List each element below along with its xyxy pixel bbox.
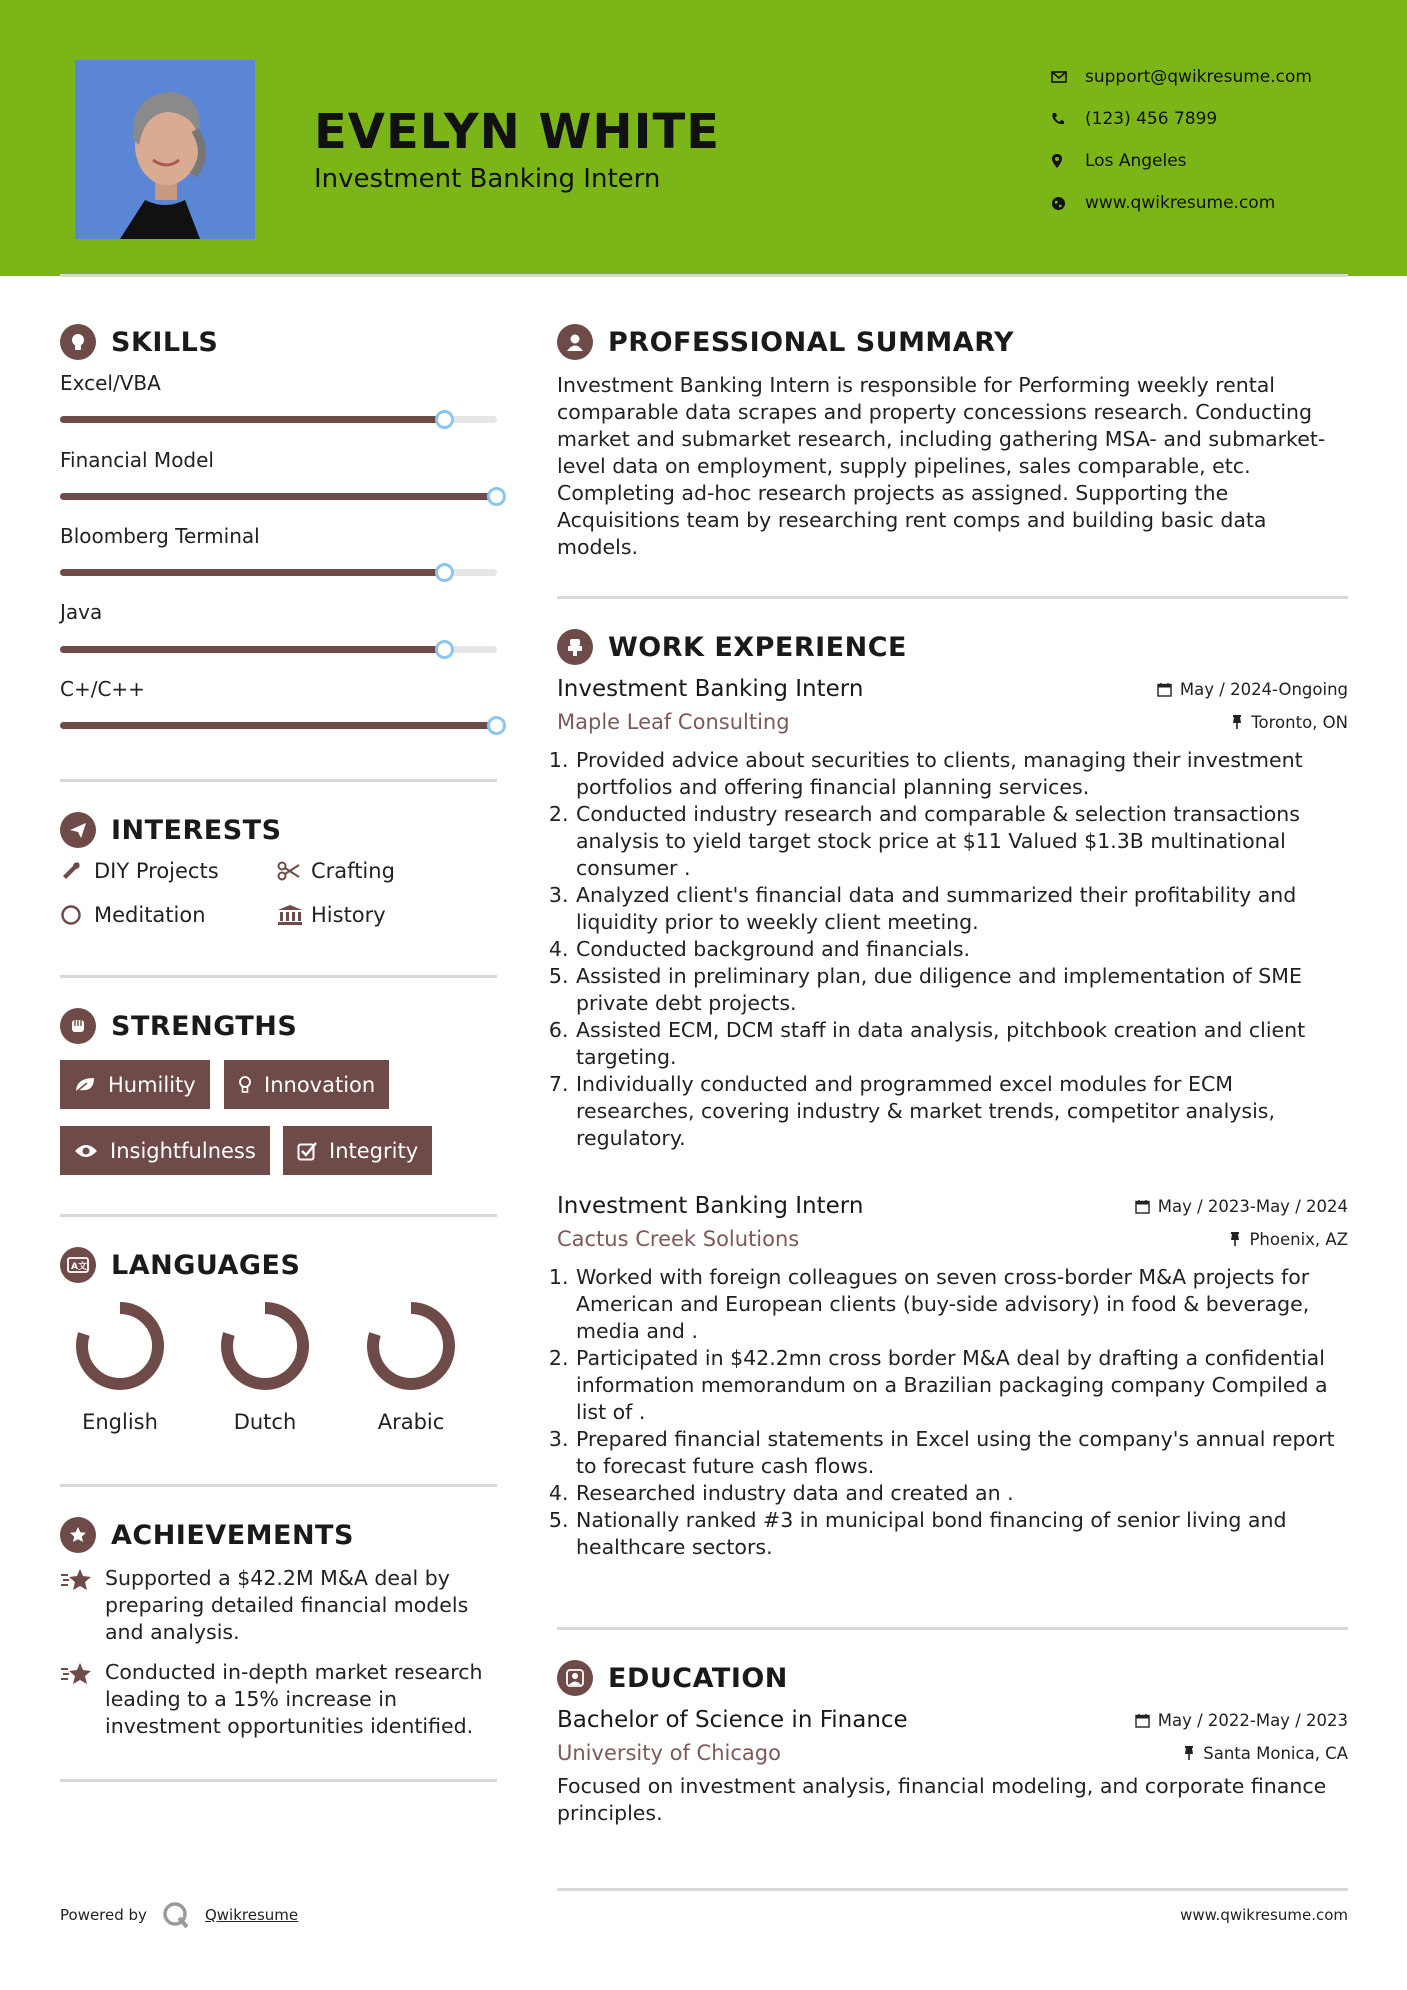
strength-tag xyxy=(224,1060,389,1109)
powered-by-text: Powered by xyxy=(60,1906,147,1924)
qwikresume-link[interactable]: Qwikresume xyxy=(204,1906,299,1924)
section-divider xyxy=(557,1627,1348,1630)
globe-icon xyxy=(1051,196,1085,211)
education-school: University of Chicago xyxy=(557,1741,781,1765)
education-degree: Bachelor of Science in Finance xyxy=(557,1707,908,1733)
interest-label: History xyxy=(311,903,386,927)
job-point: 6. Assisted ECM, DCM staff in data analysis, pitchbook creation and client targeting. xyxy=(575,1017,1348,1071)
education-date xyxy=(1135,1711,1348,1730)
job-point: 7. Individually conducted and programmed excel modules for ECM researches, covering industry & market trends, competitor analysis, regulatory. xyxy=(575,1071,1348,1152)
education-date-text: May / 2022-May / 2023 xyxy=(1157,1710,1348,1730)
pushpin-icon xyxy=(1183,1745,1195,1761)
job-entry xyxy=(557,1193,1348,1561)
skill-bar-fill xyxy=(60,493,497,500)
skill-bar xyxy=(60,569,497,576)
skill-bar-fill xyxy=(60,722,497,729)
skill-bar-knob xyxy=(435,640,454,659)
contact-phone-text: (123) 456 7899 xyxy=(1085,109,1218,129)
skill-label: Excel/VBA xyxy=(60,371,161,395)
job-points xyxy=(575,1264,1348,1561)
circle-icon xyxy=(60,904,94,926)
skill-bar xyxy=(60,646,497,653)
achievements-title: ACHIEVEMENTS xyxy=(111,1519,354,1551)
language-ring xyxy=(215,1296,315,1396)
job-point: 3. Prepared financial statements in Excel using the company's annual report to forecast future cash flows. xyxy=(575,1426,1348,1480)
language-ring xyxy=(70,1296,170,1396)
language-label: English xyxy=(82,1410,158,1434)
summary-text: Investment Banking Intern is responsible for Performing weekly rental comparable data scrapes and property concessions research. Conducting market and submarket research, including gathering MSA- and submarket-level data on employment, supply pipelines, sales comparable, etc. Completing ad-hoc research projects as assigned. Supporting the Acquisitions team by researching rent comps and building basic data models. xyxy=(557,373,1326,559)
interest-label: DIY Projects xyxy=(94,859,219,883)
interests-heading xyxy=(60,812,282,848)
job-entry xyxy=(557,676,1348,1152)
achievement-item xyxy=(60,1659,500,1740)
footer-powered-by xyxy=(60,1900,298,1930)
strengths-title: STRENGTHS xyxy=(111,1010,298,1042)
map-pin-icon xyxy=(1051,153,1085,169)
skills-heading xyxy=(60,324,218,360)
language-icon xyxy=(60,1247,96,1283)
job-company: Cactus Creek Solutions xyxy=(557,1227,800,1251)
star-icon xyxy=(60,1659,105,1740)
skill-label: Financial Model xyxy=(60,448,214,472)
qwikresume-logo-icon xyxy=(161,1900,191,1930)
achievement-text: Conducted in-depth market research leading to a 15% increase in investment opportunities identified. xyxy=(105,1660,483,1738)
job-point: 2. Conducted industry research and comparable & selection transactions analysis to yield target stock price at $11 Valued $1.3B multinational consumer . xyxy=(575,801,1348,882)
strength-label: Innovation xyxy=(264,1072,376,1097)
summary-title: PROFESSIONAL SUMMARY xyxy=(608,326,1015,358)
strength-tag xyxy=(60,1060,210,1109)
candidate-title: Investment Banking Intern xyxy=(314,164,661,194)
languages-title: LANGUAGES xyxy=(111,1249,301,1281)
contact-email-text: support@qwikresume.com xyxy=(1085,67,1312,87)
job-location-text: Phoenix, AZ xyxy=(1249,1229,1348,1249)
interest-label: Meditation xyxy=(94,903,206,927)
job-points xyxy=(575,747,1348,1152)
graduate-icon xyxy=(557,1660,593,1696)
experience-title: WORK EXPERIENCE xyxy=(608,631,907,663)
pushpin-icon xyxy=(1229,1231,1241,1247)
interests-title: INTERESTS xyxy=(111,814,282,846)
skill-bar-knob xyxy=(487,487,506,506)
contact-location xyxy=(1051,140,1312,182)
skill-label: C+/C++ xyxy=(60,677,145,701)
education-heading xyxy=(557,1660,788,1696)
calendar-icon xyxy=(1135,1199,1150,1214)
summary-heading xyxy=(557,324,1014,360)
star-icon xyxy=(60,1565,105,1646)
language-item xyxy=(55,1296,185,1434)
skill-bar xyxy=(60,416,497,423)
language-item xyxy=(346,1296,476,1434)
skill-bar-fill xyxy=(60,569,445,576)
skill-label: Java xyxy=(60,600,103,624)
lightbulb-icon xyxy=(238,1075,252,1095)
job-point: 2. Participated in $42.2mn cross border M&A deal by drafting a confidential information memorandum on a Brazilian packaging company Compiled a list of . xyxy=(575,1345,1348,1426)
achievement-text: Supported a $42.2M M&A deal by preparing detailed financial models and analysis. xyxy=(105,1566,469,1644)
hand-fist-icon xyxy=(60,1008,96,1044)
interest-item xyxy=(60,903,206,927)
education-entry xyxy=(557,1707,1348,1827)
strength-tag xyxy=(60,1126,270,1175)
envelope-icon xyxy=(1051,71,1085,83)
section-divider xyxy=(60,1779,497,1782)
section-divider xyxy=(60,1484,497,1487)
skill-bar xyxy=(60,722,497,729)
calendar-icon xyxy=(1135,1713,1150,1728)
section-divider xyxy=(557,1888,1348,1891)
skill-bar-fill xyxy=(60,646,445,653)
skill-bar-knob xyxy=(435,410,454,429)
phone-icon xyxy=(1051,112,1085,126)
job-role: Investment Banking Intern xyxy=(557,1193,864,1219)
strength-tag xyxy=(283,1126,432,1175)
job-point: 5. Assisted in preliminary plan, due diligence and implementation of SME private debt projects. xyxy=(575,963,1348,1017)
strength-label: Integrity xyxy=(329,1138,419,1163)
calendar-icon xyxy=(1157,682,1172,697)
header-divider xyxy=(60,274,1348,277)
language-ring xyxy=(361,1296,461,1396)
job-point: 4. Conducted background and financials. xyxy=(575,936,1348,963)
contact-list xyxy=(1051,56,1312,224)
contact-phone[interactable] xyxy=(1051,98,1312,140)
contact-location-text: Los Angeles xyxy=(1085,151,1187,171)
job-date-text: May / 2023-May / 2024 xyxy=(1157,1196,1348,1216)
interest-item xyxy=(60,859,219,883)
job-point: 5. Nationally ranked #3 in municipal bond financing of senior living and healthcare sectors. xyxy=(575,1507,1348,1561)
job-location xyxy=(1231,713,1348,732)
job-point: 3. Analyzed client's financial data and summarized their profitability and liquidity prior to weekly client meeting. xyxy=(575,882,1348,936)
experience-heading xyxy=(557,629,907,665)
interest-item xyxy=(277,903,386,927)
job-point: 1. Worked with foreign colleagues on seven cross-border M&A projects for American and European clients (buy-side advisory) in food & beverage, media and . xyxy=(575,1264,1348,1345)
candidate-name: EVELYN WHITE xyxy=(314,104,720,160)
lightbulb-icon xyxy=(60,324,96,360)
job-point: 1. Provided advice about securities to clients, managing their investment portfolios and offering financial planning services. xyxy=(575,747,1348,801)
svg-text:A文: A文 xyxy=(71,1262,87,1272)
job-company: Maple Leaf Consulting xyxy=(557,710,790,734)
contact-email[interactable] xyxy=(1051,56,1312,98)
eye-icon xyxy=(74,1143,98,1159)
section-divider xyxy=(60,779,497,782)
job-point: 4. Researched industry data and created an . xyxy=(575,1480,1348,1507)
job-date-text: May / 2024-Ongoing xyxy=(1179,679,1348,699)
job-role: Investment Banking Intern xyxy=(557,676,864,702)
education-location-text: Santa Monica, CA xyxy=(1203,1743,1348,1763)
education-location xyxy=(1183,1744,1348,1763)
pushpin-icon xyxy=(1231,714,1243,730)
languages-heading xyxy=(60,1247,300,1283)
skill-bar xyxy=(60,493,497,500)
job-date xyxy=(1157,680,1348,699)
section-divider xyxy=(557,596,1348,599)
star-badge-icon xyxy=(60,1517,96,1553)
strengths-heading xyxy=(60,1008,297,1044)
contact-website[interactable] xyxy=(1051,182,1312,224)
interest-item xyxy=(277,859,395,883)
interest-label: Crafting xyxy=(311,859,395,883)
user-icon xyxy=(557,324,593,360)
language-item xyxy=(200,1296,330,1434)
skill-bar-knob xyxy=(487,716,506,735)
job-location xyxy=(1229,1230,1348,1249)
footer-website-link[interactable]: www.qwikresume.com xyxy=(1180,1906,1348,1924)
leaf-icon xyxy=(74,1076,96,1094)
education-description: Focused on investment analysis, financial modeling, and corporate finance principles. xyxy=(557,1774,1327,1825)
section-divider xyxy=(60,975,497,978)
skills-title: SKILLS xyxy=(111,326,219,358)
bank-icon xyxy=(277,904,311,926)
contact-website-text: www.qwikresume.com xyxy=(1085,193,1276,213)
skill-label: Bloomberg Terminal xyxy=(60,524,260,548)
scissors-icon xyxy=(277,861,311,881)
achievement-item xyxy=(60,1565,500,1646)
strength-label: Humility xyxy=(108,1072,196,1097)
strength-label: Insightfulness xyxy=(110,1138,256,1163)
skill-bar-knob xyxy=(435,563,454,582)
skill-bar-fill xyxy=(60,416,445,423)
check-square-icon xyxy=(297,1141,317,1161)
job-date xyxy=(1135,1197,1348,1216)
achievements-heading xyxy=(60,1517,354,1553)
wrench-icon xyxy=(60,860,94,882)
language-label: Arabic xyxy=(377,1410,445,1434)
briefcase-icon xyxy=(557,629,593,665)
job-location-text: Toronto, ON xyxy=(1251,712,1348,732)
section-divider xyxy=(60,1214,497,1217)
language-label: Dutch xyxy=(233,1410,297,1434)
education-title: EDUCATION xyxy=(608,1662,788,1694)
paper-plane-icon xyxy=(60,812,96,848)
profile-photo xyxy=(75,60,255,239)
